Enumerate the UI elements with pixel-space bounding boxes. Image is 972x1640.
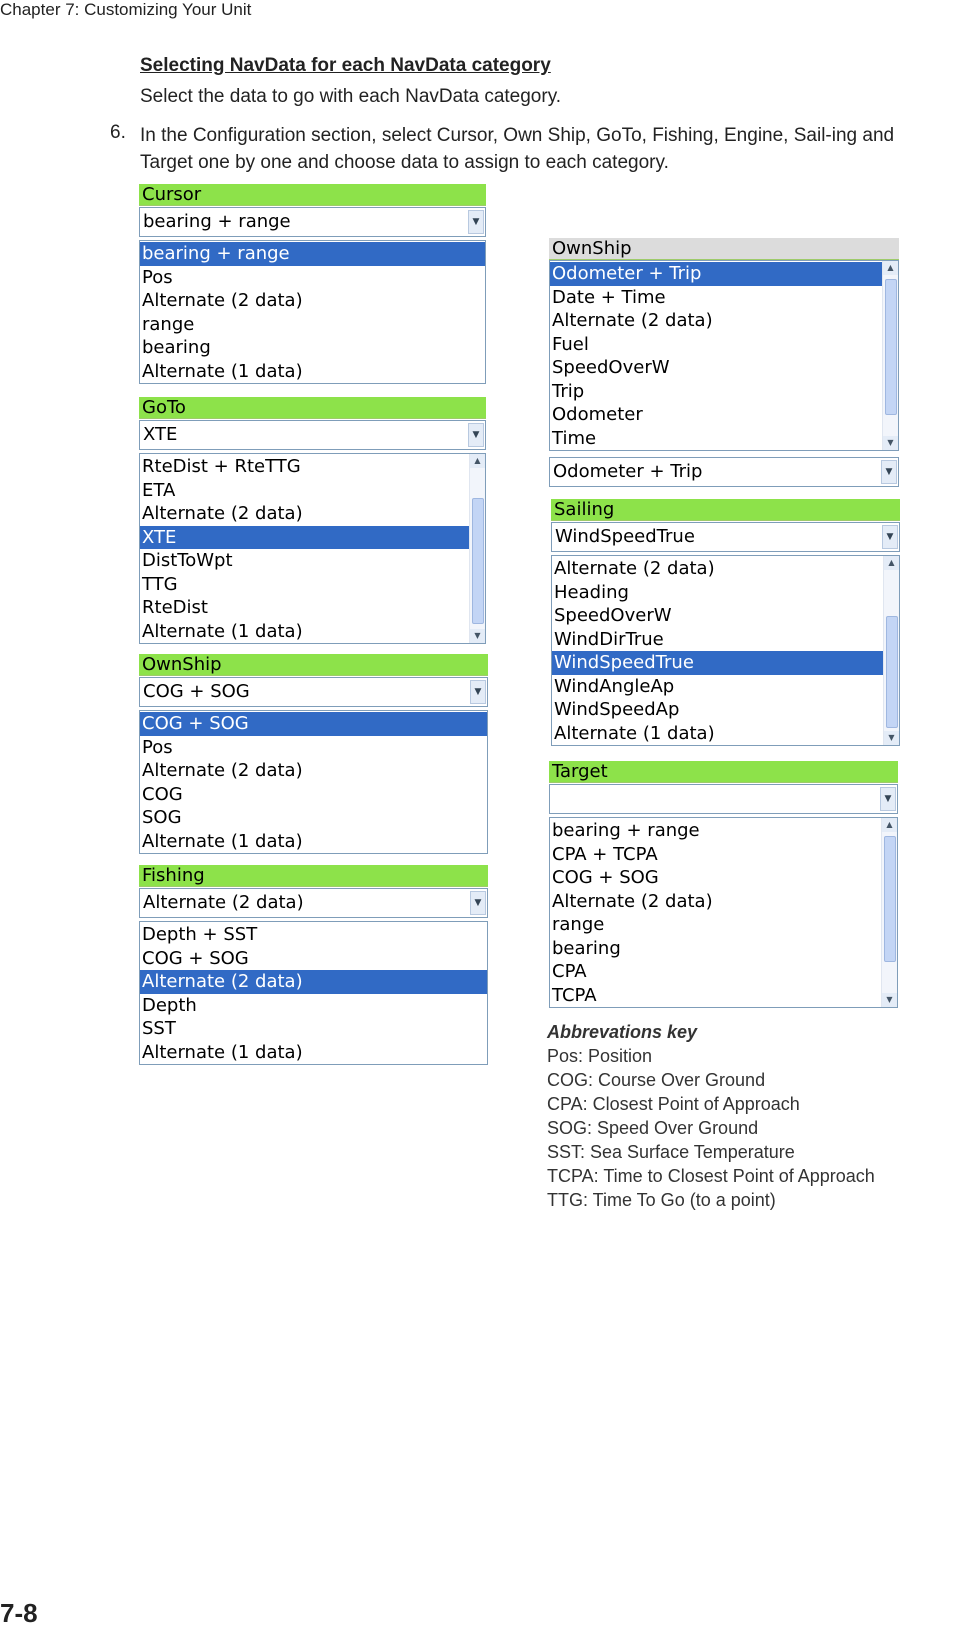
- list-item[interactable]: Alternate (1 data): [554, 722, 715, 744]
- abbreviations-title: Abbrevations key: [547, 1022, 698, 1042]
- abbreviation-line: COG: Course Over Ground: [547, 1070, 766, 1090]
- list-item[interactable]: Time: [552, 427, 597, 449]
- ownship-right-options-list: [549, 260, 899, 451]
- abbreviation-line: SOG: Speed Over Ground: [547, 1118, 759, 1138]
- abbreviation-line: Pos: Position: [547, 1046, 653, 1066]
- scroll-up-icon[interactable]: ▲: [884, 556, 899, 570]
- ownship-right-panel-title: OwnShip: [549, 238, 899, 260]
- list-item[interactable]: Depth + SST: [142, 924, 258, 945]
- cursor-select[interactable]: [139, 207, 486, 237]
- scroll-up-icon[interactable]: ▲: [470, 454, 485, 468]
- list-item[interactable]: Pos: [142, 736, 173, 758]
- scroll-down-icon[interactable]: ▼: [883, 436, 898, 450]
- goto-panel-title: GoTo: [139, 397, 486, 419]
- fishing-options-list: [139, 921, 488, 1065]
- list-item[interactable]: Alternate (1 data): [142, 620, 303, 642]
- scroll-up-icon[interactable]: ▲: [883, 261, 898, 275]
- scroll-down-icon[interactable]: ▼: [884, 731, 899, 745]
- list-item[interactable]: WindDirTrue: [554, 628, 664, 650]
- list-item[interactable]: Alternate (2 data): [552, 310, 713, 331]
- scroll-down-icon[interactable]: ▼: [882, 993, 897, 1007]
- list-item[interactable]: Fuel: [552, 333, 589, 355]
- list-item[interactable]: range: [552, 914, 605, 935]
- scrollbar[interactable]: [882, 261, 898, 450]
- scroll-up-icon[interactable]: ▲: [882, 818, 897, 832]
- list-item[interactable]: Trip: [552, 380, 585, 402]
- sailing-panel: [551, 499, 900, 746]
- list-item[interactable]: Alternate (2 data): [142, 760, 303, 781]
- list-item[interactable]: TTG: [142, 573, 178, 595]
- list-item[interactable]: DistToWpt: [142, 550, 233, 571]
- list-item[interactable]: Heading: [554, 581, 629, 603]
- target-select[interactable]: [549, 784, 898, 814]
- scrollbar[interactable]: [469, 454, 485, 643]
- ownship-left-select[interactable]: [139, 677, 488, 707]
- list-item[interactable]: Odometer: [552, 404, 643, 425]
- abbreviation-line: TTG: Time To Go (to a point): [547, 1190, 776, 1210]
- scroll-down-icon[interactable]: ▼: [470, 629, 485, 643]
- list-item[interactable]: Alternate (2 data): [142, 290, 303, 311]
- section-subtitle: Select the data to go with each NavData category.: [140, 86, 562, 107]
- sailing-select-value: WindSpeedTrue: [555, 526, 695, 547]
- sailing-select[interactable]: [551, 522, 900, 552]
- list-item[interactable]: XTE: [140, 526, 470, 550]
- list-item[interactable]: ETA: [142, 479, 176, 501]
- list-item[interactable]: Alternate (2 data): [140, 970, 487, 994]
- chevron-down-icon[interactable]: ▼: [468, 423, 484, 447]
- goto-select[interactable]: [139, 420, 486, 450]
- sailing-options-list: [551, 555, 900, 746]
- list-item[interactable]: SST: [142, 1018, 176, 1039]
- fishing-select-value: Alternate (2 data): [143, 892, 304, 913]
- list-item[interactable]: TCPA: [552, 984, 597, 1006]
- cursor-panel-title: Cursor: [139, 184, 486, 206]
- goto-select-value: XTE: [143, 424, 178, 445]
- target-options-list: [549, 817, 898, 1008]
- chevron-down-icon[interactable]: ▼: [881, 460, 897, 484]
- list-item[interactable]: COG + SOG: [140, 712, 487, 736]
- list-item[interactable]: Alternate (2 data): [552, 890, 713, 912]
- step-text: In the Configuration section, select Cursor, Own Ship, GoTo, Fishing, Engine, Sail-ing and Target one by one and choose data to assign to each category.: [140, 125, 895, 173]
- list-item[interactable]: COG + SOG: [142, 947, 249, 969]
- list-item[interactable]: Date + Time: [552, 286, 666, 308]
- ownship-right-select[interactable]: [549, 457, 899, 487]
- list-item[interactable]: bearing + range: [140, 242, 485, 266]
- list-item[interactable]: CPA: [552, 961, 587, 982]
- list-item[interactable]: Odometer + Trip: [550, 262, 883, 286]
- ownship-right-panel: [549, 238, 899, 487]
- sailing-panel-title: Sailing: [551, 499, 900, 521]
- chevron-down-icon[interactable]: ▼: [470, 680, 486, 704]
- chevron-down-icon[interactable]: ▼: [470, 891, 486, 915]
- step-number: 6.: [110, 122, 126, 143]
- list-item[interactable]: WindSpeedAp: [554, 699, 680, 720]
- list-item[interactable]: Pos: [142, 266, 173, 288]
- list-item[interactable]: WindSpeedTrue: [552, 651, 884, 675]
- ownship-left-panel: [139, 654, 488, 854]
- list-item[interactable]: SpeedOverW: [554, 605, 672, 626]
- scroll-thumb[interactable]: [885, 279, 897, 415]
- target-panel: [549, 761, 898, 1008]
- abbreviation-line: TCPA: Time to Closest Point of Approach: [547, 1166, 875, 1186]
- ownship-left-select-value: COG + SOG: [143, 681, 250, 702]
- list-item[interactable]: Alternate (1 data): [142, 1041, 303, 1063]
- fishing-select[interactable]: [139, 888, 488, 918]
- list-item[interactable]: RteDist: [142, 597, 208, 618]
- abbreviation-line: SST: Sea Surface Temperature: [547, 1142, 795, 1162]
- page-number: 7-8: [0, 1598, 38, 1628]
- list-item[interactable]: Alternate (1 data): [142, 830, 303, 852]
- cursor-options-list: [139, 240, 486, 384]
- list-item[interactable]: bearing: [142, 337, 211, 358]
- list-item[interactable]: Alternate (2 data): [554, 558, 715, 579]
- target-panel-title: Target: [549, 761, 898, 783]
- chevron-down-icon[interactable]: ▼: [882, 525, 898, 549]
- list-item[interactable]: Alternate (1 data): [142, 360, 303, 382]
- goto-options-list: [139, 453, 486, 644]
- list-item[interactable]: bearing: [552, 937, 621, 959]
- list-item[interactable]: CPA + TCPA: [552, 843, 658, 865]
- scroll-thumb[interactable]: [886, 616, 898, 728]
- list-item[interactable]: RteDist + RteTTG: [142, 456, 301, 477]
- chevron-down-icon[interactable]: ▼: [468, 210, 484, 234]
- cursor-panel: [139, 184, 486, 384]
- list-item[interactable]: COG + SOG: [552, 867, 659, 888]
- scrollbar[interactable]: [881, 818, 897, 1007]
- scroll-thumb[interactable]: [472, 498, 484, 624]
- list-item[interactable]: Depth: [142, 994, 197, 1016]
- list-item[interactable]: COG: [142, 783, 183, 805]
- ownship-left-options-list: [139, 710, 488, 854]
- list-item[interactable]: SpeedOverW: [552, 357, 670, 378]
- goto-panel: [139, 397, 486, 644]
- chevron-down-icon[interactable]: ▼: [880, 787, 896, 811]
- cursor-select-value: bearing + range: [143, 211, 291, 232]
- list-item[interactable]: bearing + range: [552, 820, 700, 841]
- chapter-header: Chapter 7: Customizing Your Unit: [0, 0, 252, 19]
- list-item[interactable]: SOG: [142, 807, 182, 828]
- fishing-panel-title: Fishing: [139, 865, 488, 887]
- list-item[interactable]: range: [142, 313, 195, 335]
- scroll-thumb[interactable]: [884, 836, 896, 962]
- scrollbar[interactable]: [883, 556, 899, 745]
- ownship-right-select-value: Odometer + Trip: [553, 461, 703, 482]
- fishing-panel: [139, 865, 488, 1065]
- abbreviation-line: CPA: Closest Point of Approach: [547, 1094, 800, 1114]
- list-item[interactable]: WindAngleAp: [554, 675, 675, 697]
- list-item[interactable]: Alternate (2 data): [142, 503, 303, 524]
- abbreviations-key: [547, 1020, 875, 1212]
- section-title: Selecting NavData for each NavData category: [140, 55, 551, 76]
- ownship-left-panel-title: OwnShip: [139, 654, 488, 676]
